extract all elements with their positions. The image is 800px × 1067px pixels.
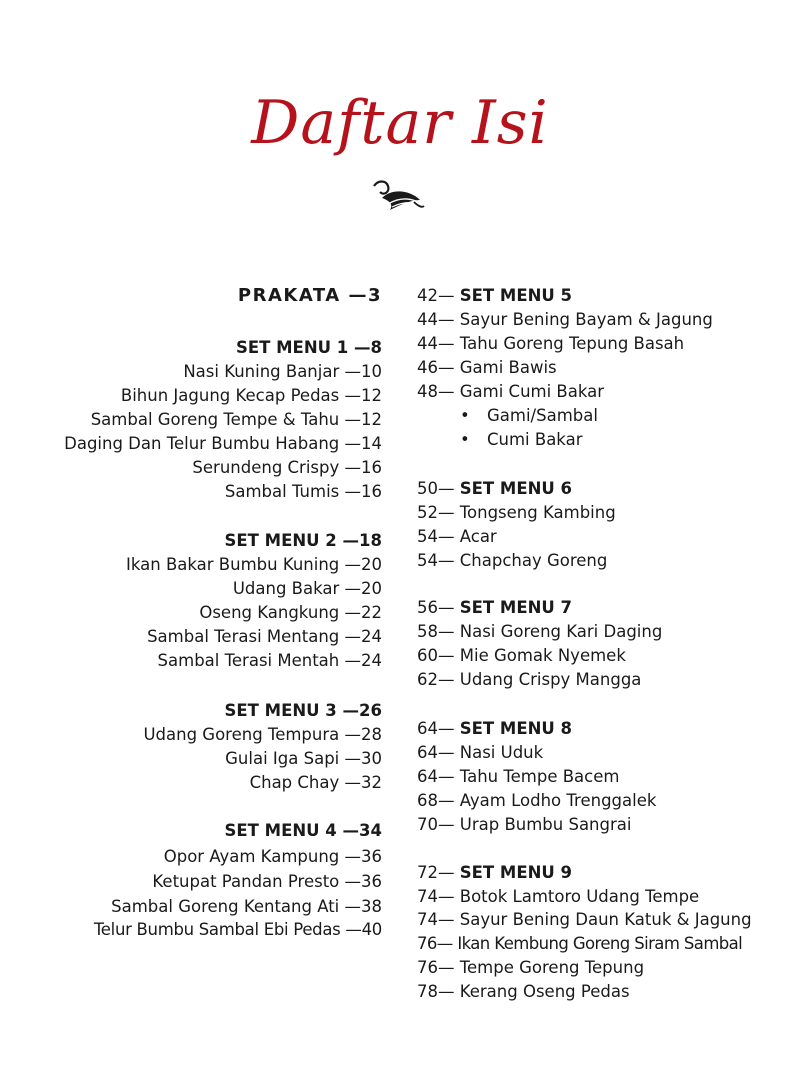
toc-entry[interactable] xyxy=(417,526,497,548)
toc-section-set-menu-3[interactable]: SET MENU 3 —26 xyxy=(224,701,382,720)
toc-entry[interactable] xyxy=(417,309,713,331)
toc-section-set-menu-1[interactable]: SET MENU 1 —8 xyxy=(235,338,382,357)
page-title: Daftar Isi xyxy=(251,88,549,158)
page-number: 70— xyxy=(417,815,455,834)
toc-section-set-menu-6[interactable] xyxy=(417,478,572,500)
toc-entry[interactable]: Udang Bakar —20 xyxy=(232,579,382,598)
toc-subentry[interactable] xyxy=(460,429,582,451)
page-number: 54— xyxy=(417,551,455,570)
toc-entry[interactable] xyxy=(417,886,699,908)
section-label: SET MENU 5 xyxy=(459,286,573,305)
page-number: 44— xyxy=(417,310,455,329)
entry-label: Tongseng Kambing xyxy=(459,503,616,522)
toc-entry[interactable] xyxy=(417,909,752,931)
entry-label: Nasi Goreng Kari Daging xyxy=(459,622,663,641)
toc-section-set-menu-2[interactable]: SET MENU 2 —18 xyxy=(224,531,382,550)
entry-label: Ikan Kembung Goreng Siram Sambal xyxy=(457,934,743,953)
page-number: 58— xyxy=(417,622,455,641)
toc-entry[interactable]: Oseng Kangkung —22 xyxy=(199,603,382,622)
toc-entry[interactable] xyxy=(417,502,616,524)
toc-entry[interactable]: Udang Goreng Tempura —28 xyxy=(143,725,382,744)
entry-label: Tempe Goreng Tepung xyxy=(459,958,645,977)
entry-label: Cumi Bakar xyxy=(487,430,583,449)
entry-label: Botok Lamtoro Udang Tempe xyxy=(459,887,700,906)
page-number: 72— xyxy=(417,863,455,882)
entry-label: Tahu Goreng Tepung Basah xyxy=(459,334,685,353)
page-number: 50— xyxy=(417,479,455,498)
entry-label: Gami Cumi Bakar xyxy=(459,382,605,401)
page-number: 78— xyxy=(417,982,455,1001)
leaf-swirl-icon xyxy=(370,176,426,216)
page-number: 74— xyxy=(417,910,455,929)
toc-entry[interactable] xyxy=(417,645,626,667)
toc-section-set-menu-5[interactable] xyxy=(417,285,572,307)
toc-entry[interactable]: Daging Dan Telur Bumbu Habang —14 xyxy=(64,434,382,453)
page-number: 54— xyxy=(417,527,455,546)
toc-entry[interactable]: Sambal Terasi Mentah —24 xyxy=(157,651,382,670)
page-number: 74— xyxy=(417,887,455,906)
entry-label: Sayur Bening Daun Katuk & Jagung xyxy=(459,910,752,929)
toc-entry[interactable] xyxy=(417,621,662,643)
toc-entry[interactable] xyxy=(417,814,631,836)
page-number: 60— xyxy=(417,646,455,665)
page-number: 62— xyxy=(417,670,455,689)
entry-label: Urap Bumbu Sangrai xyxy=(459,815,632,834)
page-number: 42— xyxy=(417,286,455,305)
toc-entry-prakata[interactable]: PRAKATA —3 xyxy=(237,285,382,306)
toc-entry[interactable]: Ketupat Pandan Presto —36 xyxy=(152,872,382,891)
section-label: SET MENU 8 xyxy=(459,719,573,738)
toc-entry[interactable] xyxy=(417,669,641,691)
entry-label: Kerang Oseng Pedas xyxy=(459,982,630,1001)
toc-entry[interactable]: Sambal Terasi Mentang —24 xyxy=(147,627,382,646)
entry-label: Nasi Uduk xyxy=(459,743,544,762)
toc-entry[interactable]: Sambal Goreng Tempe & Tahu —12 xyxy=(90,410,382,429)
section-label: SET MENU 9 xyxy=(459,863,573,882)
entry-label: Mie Gomak Nyemek xyxy=(459,646,626,665)
toc-subentry[interactable] xyxy=(460,405,598,427)
entry-label: Sayur Bening Bayam & Jagung xyxy=(459,310,713,329)
toc-entry[interactable]: Ikan Bakar Bumbu Kuning —20 xyxy=(126,555,382,574)
page-number: 56— xyxy=(417,598,455,617)
page-number: 68— xyxy=(417,791,455,810)
toc-entry[interactable]: Nasi Kuning Banjar —10 xyxy=(183,362,382,381)
page-number: 64— xyxy=(417,719,455,738)
toc-entry[interactable] xyxy=(417,381,604,403)
entry-label: Chapchay Goreng xyxy=(459,551,608,570)
toc-entry[interactable]: Chap Chay —32 xyxy=(249,773,382,792)
entry-label: Gami Bawis xyxy=(459,358,557,377)
section-label: SET MENU 6 xyxy=(459,479,573,498)
entry-label: Tahu Tempe Bacem xyxy=(459,767,620,786)
page-number: 76— xyxy=(417,934,453,953)
toc-section-set-menu-7[interactable] xyxy=(417,597,572,619)
toc-section-set-menu-8[interactable] xyxy=(417,718,572,740)
bullet-icon: • xyxy=(460,406,470,425)
toc-entry[interactable] xyxy=(417,933,742,955)
toc-entry[interactable] xyxy=(417,790,656,812)
toc-section-set-menu-4[interactable]: SET MENU 4 —34 xyxy=(224,821,382,840)
toc-entry[interactable]: Telur Bumbu Sambal Ebi Pedas —40 xyxy=(93,920,382,939)
toc-entry[interactable] xyxy=(417,742,543,764)
entry-label: Udang Crispy Mangga xyxy=(459,670,642,689)
page-number: 64— xyxy=(417,743,455,762)
toc-entry[interactable]: Sambal Tumis —16 xyxy=(224,482,382,501)
toc-section-set-menu-9[interactable] xyxy=(417,862,572,884)
entry-label: Gami/Sambal xyxy=(487,406,598,425)
page-number: 48— xyxy=(417,382,455,401)
bullet-icon: • xyxy=(460,430,470,449)
section-label: SET MENU 7 xyxy=(459,598,573,617)
page-number: 44— xyxy=(417,334,455,353)
page-number: 76— xyxy=(417,958,455,977)
toc-entry[interactable]: Bihun Jagung Kecap Pedas —12 xyxy=(120,386,382,405)
page-number: 46— xyxy=(417,358,455,377)
toc-entry[interactable]: Gulai Iga Sapi —30 xyxy=(225,749,382,768)
toc-entry[interactable] xyxy=(417,981,630,1003)
page-number: 52— xyxy=(417,503,455,522)
toc-entry[interactable]: Serundeng Crispy —16 xyxy=(192,458,382,477)
toc-entry[interactable] xyxy=(417,333,684,355)
toc-entry[interactable] xyxy=(417,957,644,979)
toc-entry[interactable] xyxy=(417,766,619,788)
toc-entry[interactable] xyxy=(417,550,607,572)
entry-label: Acar xyxy=(459,527,497,546)
toc-entry[interactable]: Opor Ayam Kampung —36 xyxy=(163,847,382,866)
entry-label: Ayam Lodho Trenggalek xyxy=(459,791,657,810)
toc-entry[interactable]: Sambal Goreng Kentang Ati —38 xyxy=(111,897,382,916)
toc-entry[interactable] xyxy=(417,357,557,379)
page-number: 64— xyxy=(417,767,455,786)
